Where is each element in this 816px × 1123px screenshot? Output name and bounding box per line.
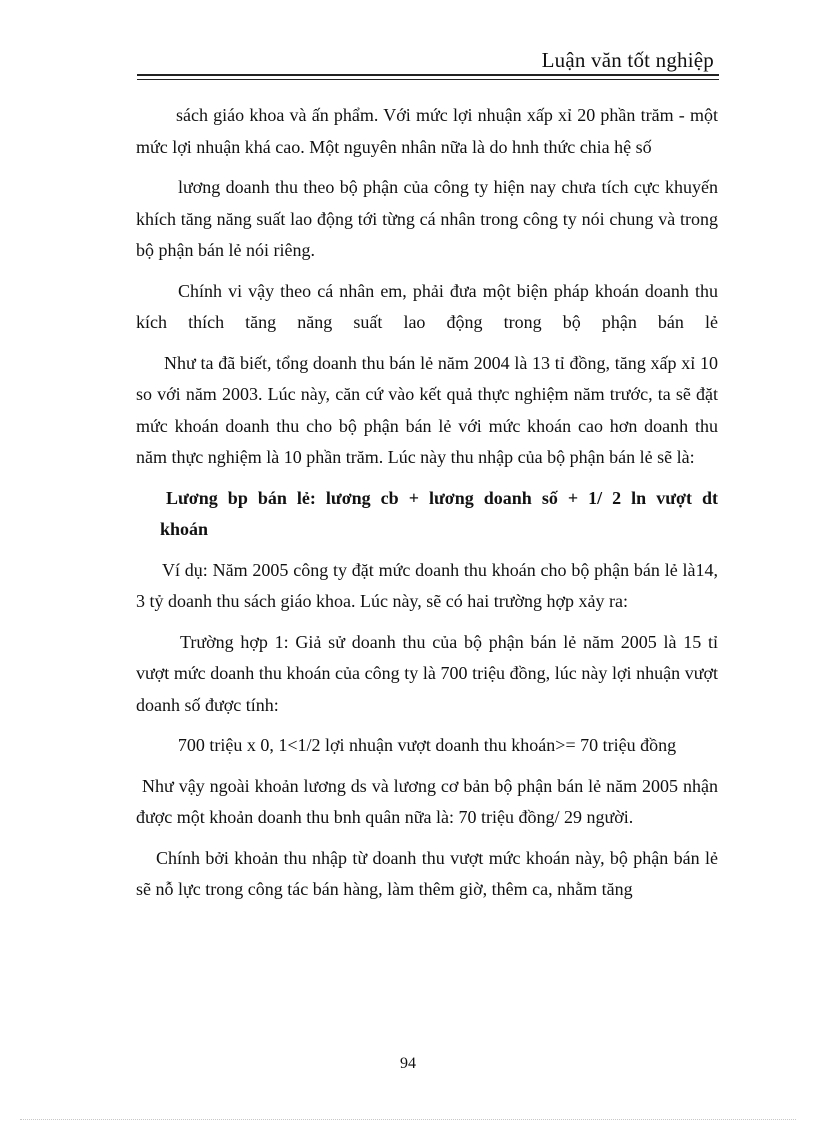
paragraph-2: lương doanh thu theo bộ phận của công ty hiện nay chưa tích cực khuyến khích tăng năng suất lao động tới từng cá nhân trong công ty nói chung và trong bộ phận bán lẻ nói riêng.	[136, 177, 718, 260]
paragraph-1: sách giáo khoa và ấn phẩm. Với mức lợi nhuận xấp xỉ 20 phần trăm - một mức lợi nhuận khá cao. Một nguyên nhân nữa là do hnh thức chia hệ số	[136, 105, 718, 157]
header-rule-thin	[137, 79, 719, 80]
header-rule-thick	[137, 74, 719, 76]
paragraph-conclusion: Chính bởi khoản thu nhập từ doanh thu vượt mức khoán này, bộ phận bán lẻ sẽ nỗ lực trong công tác bán hàng, làm thêm giờ, thêm ca, nhằm tăng	[136, 847, 718, 899]
formula-line-1: Lương bp bán lẻ: lương cb + lương doanh số + 1/ 2 ln vượt dt	[166, 487, 718, 508]
paragraph-example: Ví dụ: Năm 2005 công ty đặt mức doanh thu khoán cho bộ phận bán lẻ là14, 3 tỷ doanh thu sách giáo khoa. Lúc này, sẽ có hai trường hợp xảy ra:	[136, 559, 718, 611]
formula-line-2: khoán	[160, 519, 209, 539]
paragraph-result: Như vậy ngoài khoản lương ds và lương cơ bản bộ phận bán lẻ năm 2005 nhận được một khoản doanh thu bnh quân nữa là: 70 triệu đồng/ 29 người.	[136, 775, 718, 827]
paragraph-case-1: Trường hợp 1: Giả sử doanh thu của bộ phận bán lẻ năm 2005 là 15 tỉ vượt mức doanh thu khoán của công ty là 700 triệu đồng, lúc này lợi nhuận vượt doanh số được tính:	[136, 631, 718, 715]
page-body	[136, 100, 718, 915]
footer-dotted-rule	[20, 1119, 796, 1120]
calculation-line: 700 triệu x 0, 1<1/2 lợi nhuận vượt doanh thu khoán>= 70 triệu đồng	[177, 735, 677, 755]
formula-salary	[136, 483, 718, 546]
page-number: 94	[400, 1055, 416, 1072]
paragraph-4: Như ta đã biết, tổng doanh thu bán lẻ năm 2004 là 13 tỉ đồng, tăng xấp xỉ 10 so với năm 2003. Lúc này, căn cứ vào kết quả thực nghiệm năm trước, ta sẽ đặt mức khoán doanh thu cho bộ phận bán lẻ với mức khoán cao hơn doanh thu năm thực nghiệm là 10 phần trăm. Lúc này thu nhập của bộ phận bán lẻ sẽ là:	[136, 352, 718, 467]
paragraph-3: Chính vi vậy theo cá nhân em, phải đưa một biện pháp khoán doanh thu kích thích tăng năng suất lao động trong bộ phận bán lẻ	[136, 280, 718, 332]
running-header-title: Luận văn tốt nghiệp	[541, 48, 714, 72]
